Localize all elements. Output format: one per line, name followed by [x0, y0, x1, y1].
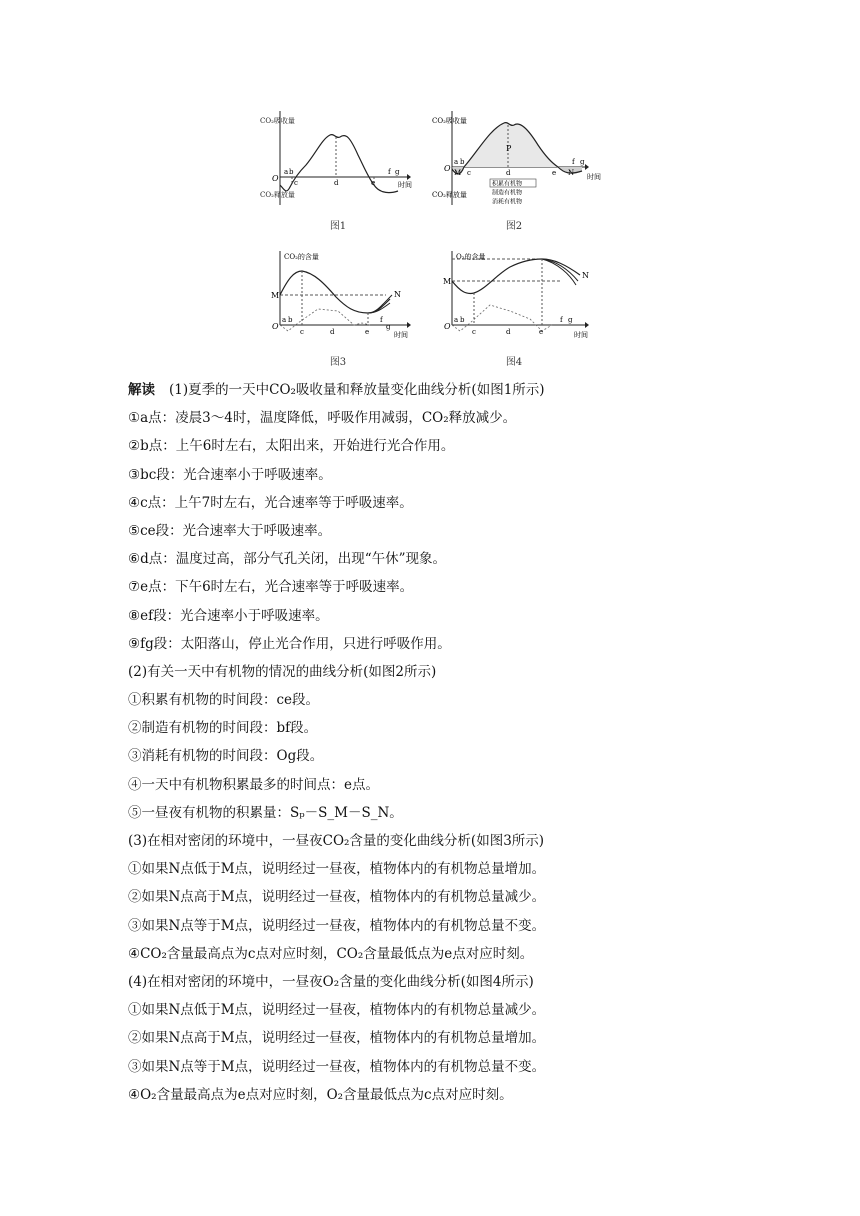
fig2-point-a: a [454, 158, 459, 166]
analysis-text [128, 376, 728, 1109]
fig2-legend-produce: 制造有机物 [492, 189, 523, 197]
list-item: ②制造有机物的时间段：bf段。 [128, 720, 318, 737]
fig2-point-c: c [467, 169, 471, 177]
fig2-point-e: e [552, 169, 557, 177]
section-1-title: (1)夏季的一天中CO₂吸收量和释放量变化曲线分析(如图1所示) [169, 382, 545, 398]
fig1-point-d: d [334, 179, 339, 187]
lead-label: 解读 [128, 382, 155, 398]
fig4-x-axis: 时间 [574, 331, 588, 339]
fig2-point-b: b [460, 158, 465, 166]
fig2-origin: O [444, 164, 451, 173]
fig1-point-b: b [289, 168, 294, 176]
fig4-point-f: f [560, 316, 563, 324]
list-item: ①积累有机物的时间段：ce段。 [128, 692, 320, 709]
fig4-point-d: d [506, 328, 511, 336]
fig3-level-m: M [271, 291, 280, 300]
figure-3-caption: 图3 [329, 357, 347, 368]
list-item: ③如果N点等于M点，说明经过一昼夜，植物体内的有机物总量不变。 [128, 1058, 546, 1075]
fig1-origin: O [272, 174, 279, 183]
fig2-region-p: P [506, 144, 512, 153]
fig4-point-e: e [539, 328, 544, 336]
fig1-point-c: c [294, 179, 298, 187]
list-item: ①如果N点低于M点，说明经过一昼夜，植物体内的有机物总量增加。 [128, 861, 546, 878]
figure-3-graph [258, 245, 418, 355]
fig3-origin: O [272, 322, 279, 331]
fig1-y-bottom: CO₂释放量 [260, 191, 295, 199]
list-item: ⑧ef段：光合速率小于呼吸速率。 [128, 607, 329, 624]
fig1-y-top: CO₂吸收量 [260, 117, 295, 125]
fig4-point-a: a [454, 316, 459, 324]
figure-4 [430, 245, 598, 368]
figure-4-caption: 图4 [505, 357, 523, 368]
section-1-heading [128, 376, 728, 404]
fig1-point-f: f [388, 168, 391, 176]
fig4-level-m: M [443, 277, 452, 286]
fig3-x-axis: 时间 [394, 331, 408, 339]
fig4-origin: O [444, 322, 451, 331]
list-item: ③如果N点等于M点，说明经过一昼夜，植物体内的有机物总量不变。 [128, 917, 546, 934]
list-item: ②如果N点高于M点，说明经过一昼夜，植物体内的有机物总量增加。 [128, 1030, 546, 1047]
section-2-title: (2)有关一天中有机物的情况的曲线分析(如图2所示) [128, 663, 437, 680]
list-item: ①如果N点低于M点，说明经过一昼夜，植物体内的有机物总量减少。 [128, 1002, 546, 1019]
fig1-point-g: g [395, 168, 400, 176]
list-item: ④O₂含量最高点为e点对应时刻，O₂含量最低点为c点对应时刻。 [128, 1086, 513, 1103]
figure-2-graph [430, 105, 601, 215]
list-item: ③bc段：光合速率小于呼吸速率。 [128, 466, 332, 483]
figure-1 [258, 105, 418, 232]
figure-4-graph [430, 245, 598, 355]
fig2-y-bottom: CO₂释放量 [432, 191, 467, 199]
figure-2-caption: 图2 [505, 221, 523, 232]
fig3-point-d: d [330, 328, 335, 336]
fig2-region-n: N [568, 169, 575, 177]
fig3-point-b: b [288, 316, 293, 324]
fig1-point-e: e [371, 179, 376, 187]
fig3-end-n: N [394, 290, 401, 299]
list-item: ⑨fg段：太阳落山，停止光合作用，只进行呼吸作用。 [128, 635, 451, 652]
fig4-point-g: g [568, 316, 573, 324]
fig3-point-c: c [300, 328, 304, 336]
list-item: ②如果N点高于M点，说明经过一昼夜，植物体内的有机物总量减少。 [128, 889, 546, 906]
figure-group [258, 105, 601, 370]
list-item: ⑦e点：下午6时左右，光合速率等于呼吸速率。 [128, 579, 414, 596]
section-4-title: (4)在相对密闭的环境中，一昼夜O₂含量的变化曲线分析(如图4所示) [128, 973, 534, 990]
fig4-end-n: N [582, 271, 589, 280]
list-item: ⑤一昼夜有机物的积累量：Sₚ－S_M－S_N。 [128, 804, 403, 821]
fig2-legend-consume: 消耗有机物 [492, 198, 523, 206]
figure-2 [430, 105, 601, 232]
fig2-point-d: d [506, 169, 511, 177]
fig4-point-c: c [472, 328, 476, 336]
list-item: ④一天中有机物积累最多的时间点：e点。 [128, 776, 379, 793]
section-3-title: (3)在相对密闭的环境中，一昼夜CO₂含量的变化曲线分析(如图3所示) [128, 833, 545, 849]
fig2-legend-accumulate: 积累有机物 [492, 180, 523, 188]
figure-1-caption: 图1 [329, 221, 347, 232]
list-item: ②b点：上午6时左右，太阳出来，开始进行光合作用。 [128, 438, 455, 455]
fig1-point-a: a [284, 168, 289, 176]
figure-3 [258, 245, 418, 368]
fig2-point-f: f [572, 158, 575, 166]
fig3-point-g: g [386, 323, 391, 331]
fig4-point-b: b [460, 316, 465, 324]
list-item: ⑥d点：温度过高，部分气孔关闭，出现“午休”现象。 [128, 551, 447, 568]
fig2-point-g: g [580, 158, 585, 166]
list-item: ⑤ce段：光合速率大于呼吸速率。 [128, 522, 332, 539]
fig4-y-axis: O₂的含量 [456, 253, 486, 261]
fig2-y-top: CO₂吸收量 [432, 117, 467, 125]
list-item: ①a点：凌晨3～4时，温度降低，呼吸作用减弱，CO₂释放减少。 [128, 410, 517, 427]
list-item: ③消耗有机物的时间段：Og段。 [128, 748, 324, 765]
fig2-x-axis: 时间 [587, 173, 601, 181]
fig3-y-axis: CO₂的含量 [284, 253, 319, 261]
figure-1-graph [258, 105, 418, 215]
fig1-x-axis: 时间 [398, 181, 412, 189]
fig3-point-e: e [365, 328, 370, 336]
list-item: ④c点：上午7时左右，光合速率等于呼吸速率。 [128, 494, 413, 511]
fig3-point-a: a [282, 316, 287, 324]
fig3-point-f: f [380, 316, 383, 324]
fig2-region-m: M [454, 169, 462, 177]
list-item: ④CO₂含量最高点为c点对应时刻，CO₂含量最低点为e点对应时刻。 [128, 945, 534, 962]
